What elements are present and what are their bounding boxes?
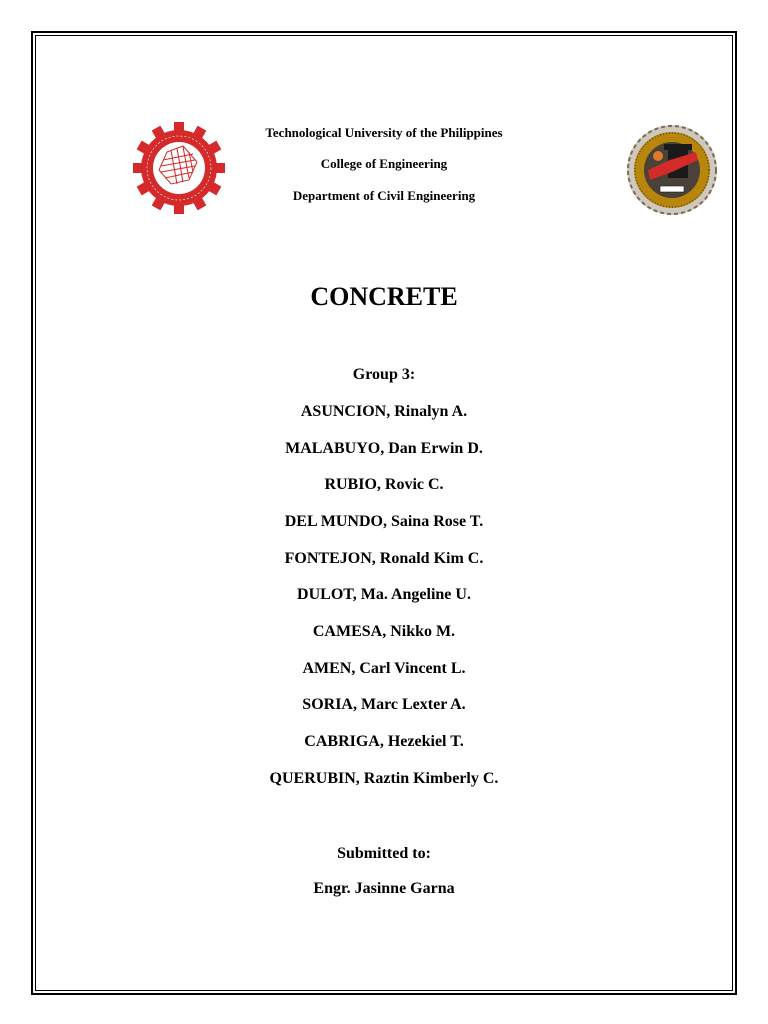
member-name: DULOT, Ma. Angeline U. [297,586,471,603]
member-name: ASUNCION, Rinalyn A. [300,403,468,420]
submitted-to-name: Engr. Jasinne Garna [313,880,455,897]
department-name: Department of Civil Engineering [292,188,476,203]
member-name: CAMESA, Nikko M. [312,623,456,640]
member-name: MALABUYO, Dan Erwin D. [285,440,483,457]
document-title: CONCRETE [310,282,458,311]
member-name: DEL MUNDO, Saina Rose T. [284,513,484,530]
member-name: AMEN, Carl Vincent L. [302,660,466,677]
member-name: CABRIGA, Hezekiel T. [304,733,464,750]
university-name: Technological University of the Philippines [265,125,503,140]
member-name: QUERUBIN, Raztin Kimberly C. [269,770,499,787]
group-label: Group 3: [352,366,416,383]
member-name: SORIA, Marc Lexter A. [302,696,466,713]
member-name: RUBIO, Rovic C. [324,476,444,493]
submitted-label: Submitted to: [337,845,431,862]
member-name: FONTEJON, Ronald Kim C. [284,550,484,567]
college-name: College of Engineering [320,156,448,171]
